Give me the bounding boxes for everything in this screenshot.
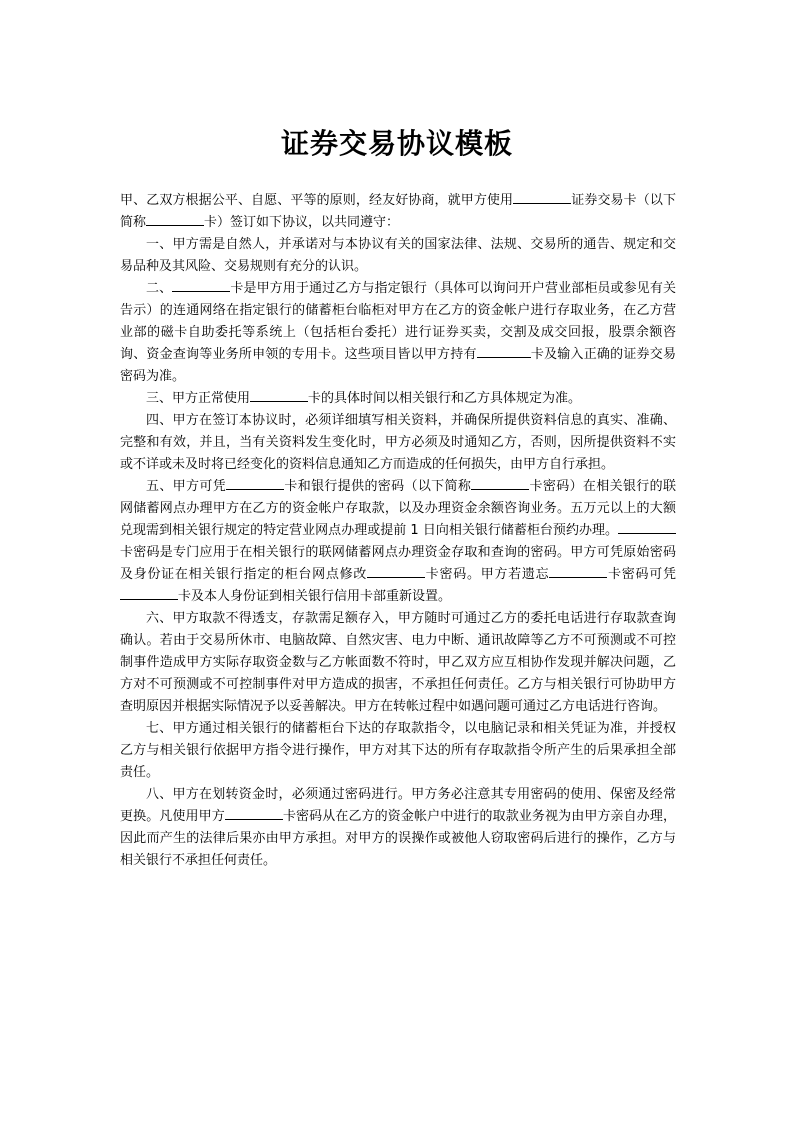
blank-field	[471, 476, 529, 490]
intro-text-2: 证券交易卡（以下简称	[120, 193, 676, 230]
blank-field	[226, 476, 284, 490]
blank-field	[367, 564, 425, 578]
paragraph-clause-5	[120, 476, 676, 608]
blank-field	[250, 388, 308, 402]
document-body	[120, 190, 676, 872]
clause-2-text-3: 卡及输入正确的证券交易密码为准。	[120, 347, 676, 384]
clause-5-text-3: 卡密码）在相关银行的联网储蓄网点办理甲方在乙方的资金帐户存取款，以及办理资金余额咨询业务。五万元以上的大额兑现需到相关银行规定的特定营业网点办理或提前 1 日向相关银行储蓄柜台预约办理。	[120, 479, 676, 538]
clause-6-text: 六、甲方取款不得透支，存款需足额存入，甲方随时可通过乙方的委托电话进行存取款查询确认。若由于交易所休市、电脑故障、自然灾害、电力中断、通讯故障等乙方不可预测或不可控制事件造成甲方实际存取资金数与乙方帐面数不符时，甲乙双方应互相协作发现并解决问题，乙方对不可预测或不可控制事件对甲方造成的损害，不承担任何责任。乙方与相关银行可协助甲方查明原因并根据实际情况予以妥善解决。甲方在转帐过程中如遇问题可通过乙方电话进行咨询。	[120, 611, 676, 714]
paragraph-clause-8	[120, 784, 676, 872]
clause-5-text-6: 卡密码可凭	[607, 567, 676, 582]
paragraph-clause-3	[120, 388, 676, 410]
intro-text-1: 甲、乙双方根据公平、自愿、平等的原则，经友好协商，就甲方使用	[120, 193, 514, 208]
clause-4-text: 四、甲方在签订本协议时，必须详细填写相关资料，并确保所提供资料信息的真实、准确、完整和有效，并且，当有关资料发生变化时，甲方必须及时通知乙方，否则，因所提供资料不实或不详或未及时将已经变化的资料信息通知乙方而造成的任何损失，由甲方自行承担。	[120, 413, 676, 472]
clause-3-text-1: 三、甲方正常使用	[146, 391, 251, 406]
clause-5-text-7: 卡及本人身份证到相关银行信用卡部重新设置。	[178, 589, 452, 604]
document-title: 证券交易协议模板	[280, 127, 513, 160]
clause-5-text-5: 卡密码。甲方若遗忘	[425, 567, 550, 582]
clause-8-text-1: 八、甲方在划转资金时，必须通过密码进行。甲方务必注意其专用密码的使用、保密及经常更换。凡使用甲方	[120, 787, 676, 824]
clause-5-text-2: 卡和银行提供的密码（以下简称	[284, 479, 472, 494]
paragraph-clause-1	[120, 234, 676, 278]
paragraph-clause-7	[120, 718, 676, 784]
clause-8-text-2: 卡密码从在乙方的资金帐户中进行的取款业务视为由甲方亲自办理，因此而产生的法律后果亦由甲方承担。对甲方的误操作或被他人窃取密码后进行的操作，乙方与相关银行不承担任何责任。	[120, 809, 676, 868]
clause-5-text-1: 五、甲方可凭	[146, 479, 227, 494]
blank-field	[618, 520, 676, 534]
paragraph-clause-2	[120, 278, 676, 388]
blank-field	[146, 212, 204, 226]
clause-1-text: 一、甲方需是自然人，并承诺对与本协议有关的国家法律、法规、交易所的通告、规定和交易品种及其风险、交易规则有充分的认识。	[120, 237, 676, 274]
clause-5-text-4: 卡密码是专门应用于在相关银行的联网储蓄网点办理资金存取和查询的密码。甲方可凭原始密码及身份证在相关银行指定的柜台网点修改	[120, 545, 676, 582]
paragraph-intro	[120, 190, 676, 234]
blank-field	[513, 190, 571, 204]
clause-2-text-1: 二、	[146, 281, 173, 296]
clause-2-text-2: 卡是甲方用于通过乙方与指定银行（具体可以询问开户营业部柜员或参见有关告示）的连通网络在指定银行的储蓄柜台临柜对甲方在乙方的资金帐户进行存取业务，在乙方营业部的磁卡自助委托等系统上（包括柜台委托）进行证券买卖，交割及成交回报，股票余额咨询、资金查询等业务所申领的专用卡。这些项目皆以甲方持有	[120, 281, 676, 362]
paragraph-clause-4	[120, 410, 676, 476]
blank-field	[172, 278, 230, 292]
intro-text-3: 卡）签订如下协议，以共同遵守：	[204, 215, 400, 230]
blank-field	[120, 586, 178, 600]
blank-field	[225, 806, 283, 820]
clause-3-text-2: 卡的具体时间以相关银行和乙方具体规定为准。	[308, 391, 582, 406]
paragraph-clause-6	[120, 608, 676, 718]
blank-field	[477, 344, 531, 358]
blank-field	[549, 564, 607, 578]
clause-7-text: 七、甲方通过相关银行的储蓄柜台下达的存取款指令，以电脑记录和相关凭证为准，并授权乙方与相关银行依据甲方指令进行操作，甲方对其下达的所有存取款指令所产生的后果承担全部责任。	[120, 721, 676, 780]
